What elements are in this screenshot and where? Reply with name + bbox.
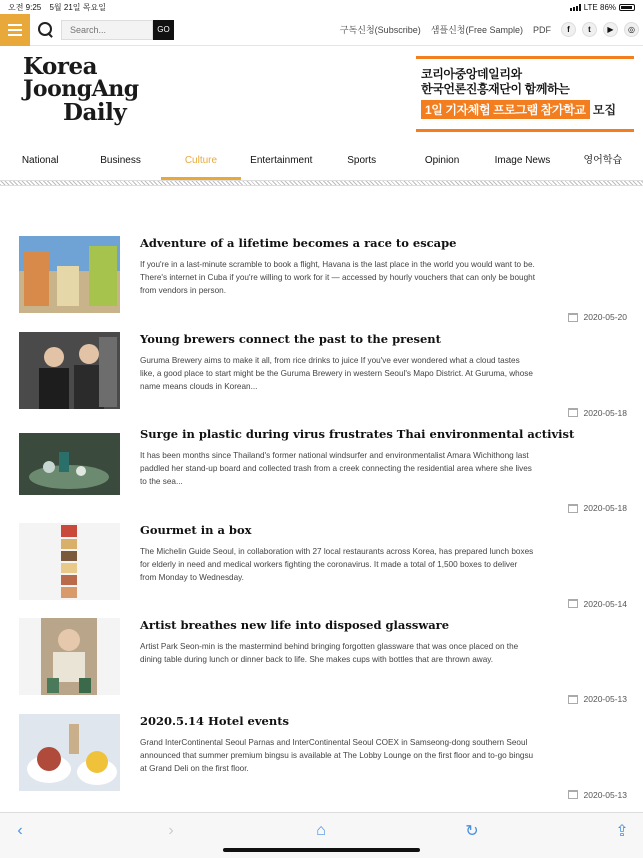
- article-summary: It has been months since Thailand's former national windsurfer and environmentalist Amara Wichithong last paddled her stand-up board and collected trash from a creek connecting the residential area where she lives to the sea...: [140, 451, 532, 487]
- calendar-icon: [568, 408, 578, 417]
- article-summary: The Michelin Guide Seoul, in collaboration with 27 local restaurants across Korea, has prepared lunch boxes for elderly in need and medical workers fighting the coronavirus. It made a total of 1,500 boxes to deliver from Monday to Wednesday.: [140, 546, 534, 582]
- forward-icon[interactable]: ›: [168, 822, 174, 839]
- article-thumbnail[interactable]: [19, 618, 120, 695]
- calendar-icon: [568, 695, 578, 704]
- pdf-link[interactable]: PDF: [533, 24, 551, 35]
- article-thumbnail[interactable]: [19, 523, 120, 600]
- article-summary: Guruma Brewery aims to make it all, from rice drinks to juice If you've ever wondered what a cloud tastes like, a good place to start might be the Guruma Brewery in western Seoul's Mapo District. At Guruma, whose name means clouds in Korean...: [140, 355, 533, 391]
- article-thumbnail[interactable]: [19, 236, 120, 313]
- instagram-icon[interactable]: ◎: [624, 22, 639, 37]
- list-item[interactable]: [19, 714, 627, 810]
- list-item[interactable]: [19, 523, 627, 619]
- reload-icon[interactable]: ↻: [465, 823, 479, 840]
- search-input[interactable]: [61, 20, 153, 40]
- article-date: 2020-05-20: [583, 312, 627, 322]
- nav-culture[interactable]: Culture: [161, 150, 241, 180]
- back-icon[interactable]: ‹: [17, 822, 23, 839]
- status-network: LTE 86%: [583, 2, 616, 12]
- main-nav: [0, 150, 643, 180]
- nav-business[interactable]: Business: [100, 155, 141, 166]
- menu-button[interactable]: [0, 14, 30, 46]
- free-sample-link[interactable]: 샘플신청(Free Sample): [430, 25, 523, 35]
- banner-line-3-rest: 모집: [589, 103, 617, 117]
- article-thumbnail[interactable]: [19, 427, 120, 504]
- home-icon[interactable]: ⌂: [316, 822, 326, 839]
- list-item[interactable]: [19, 332, 627, 428]
- calendar-icon: [568, 504, 578, 513]
- article-date: 2020-05-13: [583, 694, 627, 704]
- battery-icon: [619, 4, 635, 11]
- nav-opinion[interactable]: Opinion: [424, 155, 460, 166]
- banner-line-2: 한국언론진흥재단이 함께하는: [421, 82, 570, 96]
- subscribe-link[interactable]: 구독신청(Subscribe): [339, 25, 421, 35]
- search-icon[interactable]: [38, 22, 54, 38]
- home-indicator: [223, 848, 420, 852]
- article-date: 2020-05-13: [583, 789, 627, 800]
- article-title[interactable]: Young brewers connect the past to the present: [140, 331, 441, 346]
- list-item[interactable]: [19, 236, 627, 332]
- nav-entertainment[interactable]: Entertainment: [250, 155, 313, 166]
- nav-english-learning[interactable]: 영어학습: [583, 155, 623, 166]
- list-item[interactable]: [19, 427, 627, 523]
- calendar-icon: [568, 599, 578, 608]
- youtube-icon[interactable]: ▶: [603, 22, 618, 37]
- nav-image-news[interactable]: Image News: [494, 155, 551, 166]
- promo-banner[interactable]: [416, 56, 634, 132]
- article-title[interactable]: Gourmet in a box: [140, 522, 252, 537]
- share-icon[interactable]: ⇪: [615, 823, 629, 840]
- masthead: [0, 46, 643, 146]
- calendar-icon: [568, 790, 578, 799]
- status-date: 5월 21일 목요일: [49, 3, 106, 12]
- twitter-icon[interactable]: t: [582, 22, 597, 37]
- article-title[interactable]: Surge in plastic during virus frustrates Thai environmental activist: [140, 427, 575, 441]
- banner-highlight: 1일 기자체험 프로그램 참가학교: [421, 100, 590, 119]
- article-summary: Artist Park Seon-min is the mastermind behind bringing forgotten glassware that was once placed on the dining table during lunch or dinner back to life. She makes cups with bottles that are thrown away.: [140, 642, 519, 665]
- signal-icon: [570, 4, 581, 11]
- banner-line-1: 코리아중앙데일리와: [421, 67, 522, 81]
- article-title[interactable]: Adventure of a lifetime becomes a race to escape: [140, 236, 457, 250]
- article-list: [19, 236, 627, 809]
- article-thumbnail[interactable]: [19, 714, 120, 791]
- article-thumbnail[interactable]: [19, 332, 120, 409]
- calendar-icon: [568, 313, 578, 322]
- article-date: 2020-05-14: [583, 598, 627, 609]
- nav-national[interactable]: National: [21, 155, 59, 166]
- article-summary: If you're in a last-minute scramble to book a flight, Havana is the last place in the world you would want to be. There's internet in Cuba if you're willing to work for it — accessed by hourly vouchers that can only be bought from vendors in person.: [140, 260, 535, 296]
- status-bar: [0, 0, 643, 14]
- top-bar: [0, 14, 643, 46]
- article-date: 2020-05-18: [583, 407, 627, 418]
- article-title[interactable]: 2020.5.14 Hotel events: [140, 713, 290, 728]
- nav-divider: [0, 180, 643, 186]
- article-date: 2020-05-18: [583, 503, 627, 513]
- site-logo[interactable]: Korea JoongAng Daily: [23, 53, 139, 126]
- article-title[interactable]: Artist breathes new life into disposed glassware: [140, 618, 450, 632]
- status-time: 오전 9:25: [8, 3, 42, 12]
- go-button[interactable]: GO: [153, 20, 174, 40]
- facebook-icon[interactable]: f: [561, 22, 576, 37]
- article-summary: Grand InterContinental Seoul Parnas and InterContinental Seoul COEX in Samseong-dong southern Seoul announced that summer premium bingsu is available at The Lobby Lounge on the first floor and to-go bingsu at Grand Deli on the first floor.: [140, 737, 534, 773]
- nav-sports[interactable]: Sports: [347, 155, 377, 166]
- list-item[interactable]: [19, 618, 627, 714]
